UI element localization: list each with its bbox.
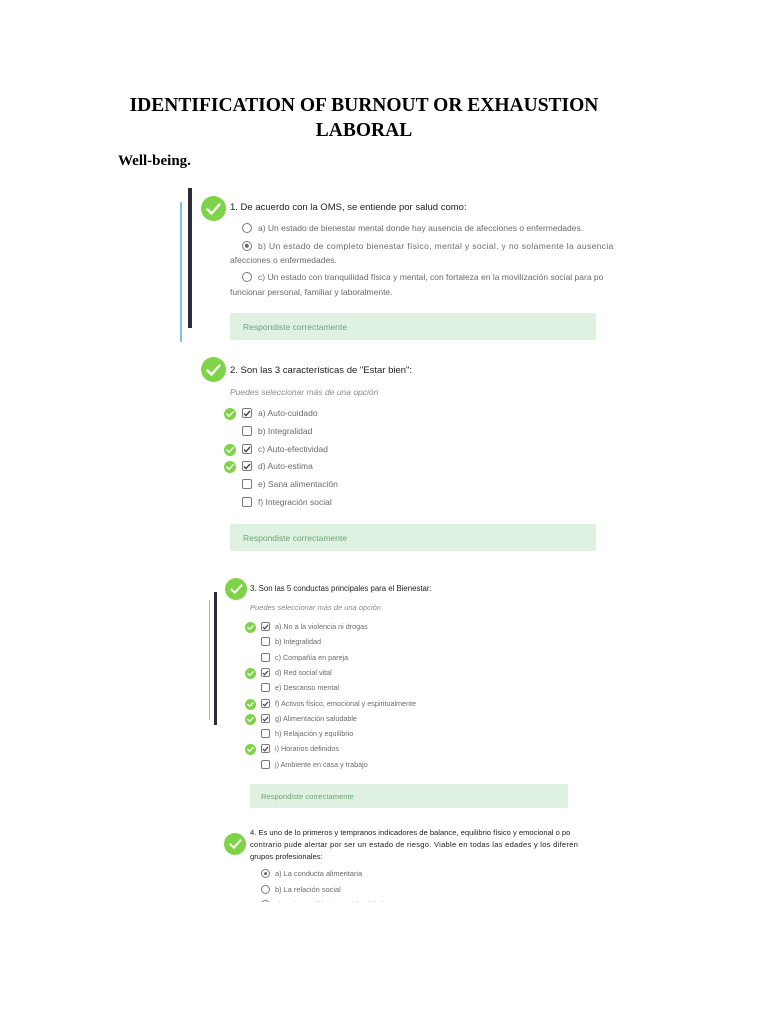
q3-option-row[interactable]: [261, 714, 357, 723]
q4-option-a[interactable]: [261, 869, 362, 878]
q2-question: 2. Son las 3 características de "Estar bien":: [230, 365, 413, 376]
q1-option-c-label-line1: c) Un estado con tranquilidad física y mental, con fortaleza en la movilización social para po: [258, 272, 604, 282]
q1-option-c[interactable]: [242, 272, 603, 282]
q3-option-row[interactable]: [261, 637, 321, 646]
q2-option-b-label: b) Integralidad: [258, 426, 313, 436]
q3-feedback-text: Respondiste correctamente: [261, 791, 354, 801]
q1-option-b[interactable]: [242, 241, 614, 251]
q2-option-d-correct-icon: [224, 461, 236, 473]
q1-feedback-banner: [230, 313, 596, 340]
q3-option-label: a) No a la violencia ni drogas: [275, 622, 368, 631]
q3-option-row[interactable]: [261, 683, 339, 692]
q3-option-checkbox[interactable]: [261, 714, 270, 723]
q3-option-row[interactable]: [261, 744, 339, 753]
q2-option-a-correct-icon: [224, 408, 236, 420]
q2-feedback-banner: [230, 524, 596, 551]
q2-hint: Puedes seleccionar más de una opción: [230, 387, 379, 397]
q3-option-correct-icon: [245, 744, 256, 755]
q3-option-label: j) Ambiente en casa y trabajo: [275, 760, 368, 769]
q3-option-correct-icon: [245, 622, 256, 633]
q2-checkbox-f[interactable]: [242, 497, 252, 507]
q1-correct-check-icon: [201, 196, 226, 221]
q1-radio-b[interactable]: [242, 241, 252, 251]
q3-option-row[interactable]: [261, 622, 368, 631]
q3-correct-check-icon: [225, 578, 247, 600]
q3-option-checkbox[interactable]: [261, 683, 270, 692]
q4-correct-check-icon: [224, 833, 246, 855]
q4-question-line3: grupos profesionales:: [250, 852, 323, 861]
q1-option-a-label: a) Un estado de bienestar mental donde hay ausencia de afecciones o enfermedades.: [258, 223, 584, 233]
q3-left-accent-blue: [209, 600, 210, 720]
q3-option-label: d) Red social vital: [275, 668, 332, 677]
q3-feedback-banner: [250, 784, 568, 808]
q2-option-a-label: a) Auto-cuidado: [258, 408, 318, 418]
q3-left-accent-dark: [214, 592, 217, 725]
q2-option-e[interactable]: [242, 479, 338, 489]
q2-checkbox-b[interactable]: [242, 426, 252, 436]
q4-radio-a[interactable]: [261, 869, 270, 878]
section-heading: Well-being.: [118, 153, 191, 169]
q4-option-b-label: b) La relación social: [275, 885, 341, 894]
q2-option-f-label: f) Integración social: [258, 497, 332, 507]
q1-feedback-text: Respondiste correctamente: [243, 321, 347, 332]
q3-option-row[interactable]: [261, 653, 348, 662]
q1-radio-a[interactable]: [242, 223, 252, 233]
q1-option-b-label-line2: afecciones o enfermedades.: [230, 255, 337, 265]
q2-option-c-correct-icon: [224, 444, 236, 456]
q2-option-d[interactable]: [242, 461, 313, 471]
q2-correct-check-icon: [201, 357, 226, 382]
q3-option-row[interactable]: [261, 760, 368, 769]
q3-option-row[interactable]: [261, 668, 332, 677]
q3-option-checkbox[interactable]: [261, 668, 270, 677]
q2-checkbox-a[interactable]: [242, 408, 252, 418]
q1-question: 1. De acuerdo con la OMS, se entiende por salud como:: [230, 202, 467, 213]
q3-option-correct-icon: [245, 699, 256, 710]
q3-option-label: e) Descanso mental: [275, 683, 339, 692]
q3-option-label: i) Horarios definidos: [275, 744, 339, 753]
q3-option-label: c) Compañía en pareja: [275, 653, 349, 662]
q3-option-row[interactable]: [261, 729, 353, 738]
q4-option-b[interactable]: [261, 885, 341, 894]
q3-option-label: g) Alimentación saludable: [275, 714, 357, 723]
q3-option-row[interactable]: [261, 699, 416, 708]
q4-option-a-label: a) La conducta alimentaria: [275, 869, 363, 878]
q2-option-b[interactable]: [242, 426, 312, 436]
q2-option-c[interactable]: [242, 444, 328, 454]
q3-option-checkbox[interactable]: [261, 760, 270, 769]
q3-option-checkbox[interactable]: [261, 622, 270, 631]
q4-radio-b[interactable]: [261, 885, 270, 894]
q3-option-checkbox[interactable]: [261, 744, 270, 753]
q3-option-label: f) Activos físico, emocional y espiritualmente: [275, 699, 417, 708]
q3-option-correct-icon: [245, 668, 256, 679]
q3-option-checkbox[interactable]: [261, 729, 270, 738]
q3-option-checkbox[interactable]: [261, 637, 270, 646]
q3-option-checkbox[interactable]: [261, 699, 270, 708]
q4-question-line2: contrario pude alertar por ser un estado de riesgo. Viable en todas las edades y los diferen: [250, 840, 579, 849]
q3-option-label: h) Relajación y equilibrio: [275, 729, 354, 738]
q3-option-checkbox[interactable]: [261, 653, 270, 662]
q1-option-b-label-line1: b) Un estado de completo bienestar físico, mental y social, y no solamente la ausencia: [258, 241, 614, 251]
q2-checkbox-e[interactable]: [242, 479, 252, 489]
q1-option-c-label-line2: funcionar personal, familiar y laboralmente.: [230, 287, 393, 297]
q3-option-correct-icon: [245, 714, 256, 725]
q2-checkbox-d[interactable]: [242, 461, 252, 471]
q2-checkbox-c[interactable]: [242, 444, 252, 454]
document-title: IDENTIFICATION OF BURNOUT OR EXHAUSTION LABORAL: [129, 95, 599, 141]
q4-question-line1: 4. Es uno de lo primeros y tempranos indicadores de balance, equilibrio físico y emocional o po: [250, 828, 571, 837]
q3-option-label: b) Integralidad: [275, 637, 321, 646]
q2-option-a[interactable]: [242, 408, 318, 418]
q2-option-e-label: e) Sana alimentación: [258, 479, 338, 489]
q2-option-f[interactable]: [242, 497, 332, 507]
q2-option-c-label: c) Auto-efectividad: [258, 444, 328, 454]
q3-question: 3. Son las 5 conductas principales para el Bienestar:: [250, 584, 432, 593]
q2-option-d-label: d) Auto-estima: [258, 461, 313, 471]
q2-feedback-text: Respondiste correctamente: [243, 532, 347, 543]
q1-left-accent-blue: [180, 202, 182, 342]
q1-radio-c[interactable]: [242, 272, 252, 282]
q1-left-accent-dark: [188, 188, 192, 328]
page-cutoff-mask: [250, 902, 600, 916]
q3-hint: Puedes seleccionar más de una opción: [250, 603, 381, 612]
q1-option-a[interactable]: [242, 223, 583, 233]
